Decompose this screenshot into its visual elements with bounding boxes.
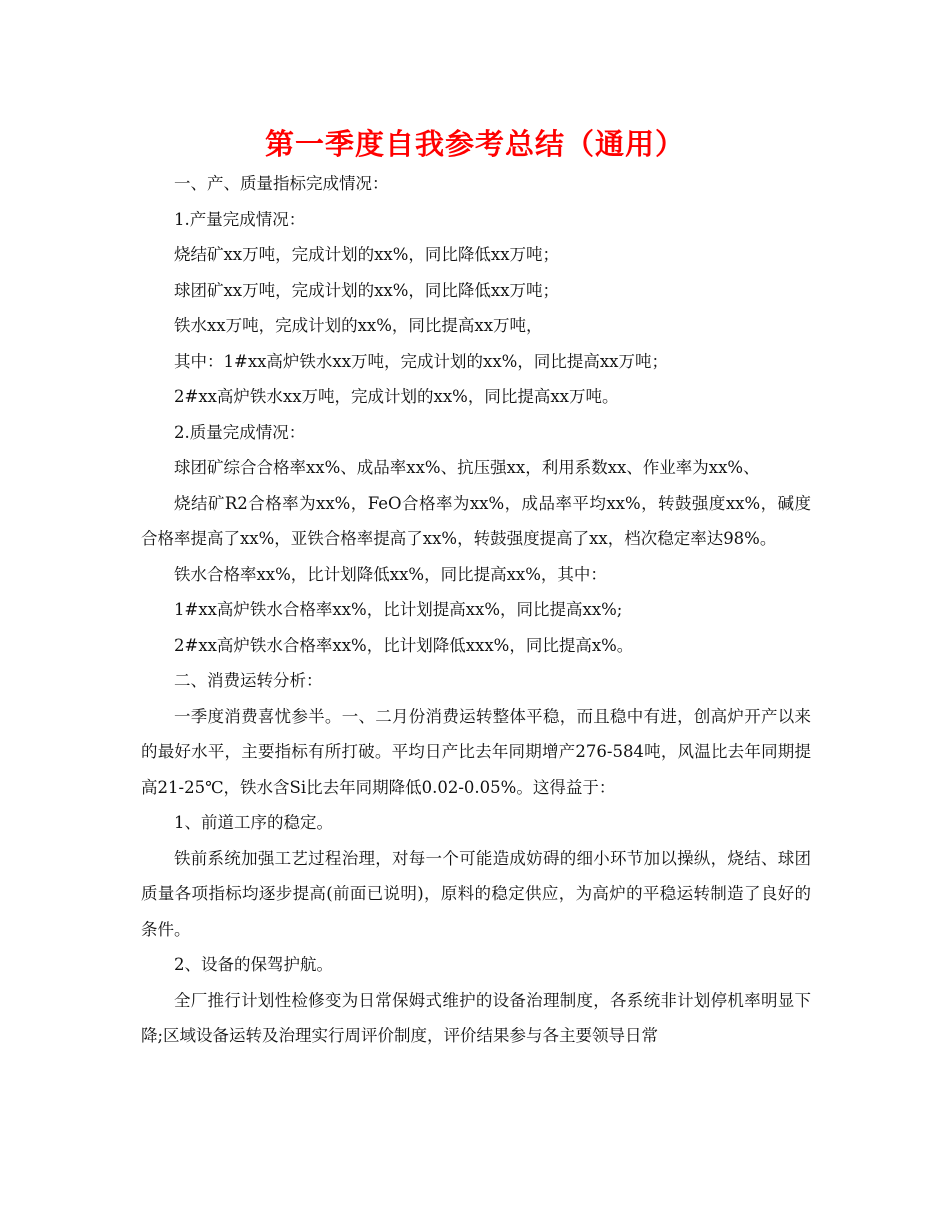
paragraph-upstream-heading: 1、前道工序的稳定。 bbox=[174, 813, 333, 832]
paragraph-production-analysis: 一季度消费喜忧参半。一、二月份消费运转整体平稳，而且稳中有进，创高炉开产以来的最好水平，主要指标有所打破。平均日产比去年同期增产276-584吨，风温比去年同期提高21-25℃，铁水含Si比去年同期降低0.02-0.05%。这得益于： bbox=[141, 706, 811, 797]
paragraph-furnace-1-quality: 1#xx高炉铁水合格率xx%，比计划提高xx%，同比提高xx%; bbox=[174, 600, 623, 619]
document-body bbox=[141, 166, 811, 1054]
paragraph-equipment-heading: 2、设备的保驾护航。 bbox=[174, 955, 333, 974]
paragraph-pellet-output: 球团矿xx万吨，完成计划的xx%，同比降低xx万吨； bbox=[174, 280, 560, 300]
paragraph-section-2-heading: 二、消费运转分析： bbox=[174, 671, 323, 690]
paragraph-furnace-2-output: 2#xx高炉铁水xx万吨，完成计划的xx%，同比提高xx万吨。 bbox=[174, 387, 619, 406]
paragraph-quality-heading: 2.质量完成情况： bbox=[174, 422, 306, 442]
paragraph-hot-metal-output: 铁水xx万吨，完成计划的xx%，同比提高xx万吨， bbox=[174, 316, 543, 335]
paragraph-output-heading: 1.产量完成情况： bbox=[174, 209, 306, 229]
document-title: 第一季度自我参考总结（通用） bbox=[264, 127, 685, 161]
paragraph-upstream-detail: 铁前系统加强工艺过程治理，对每一个可能造成妨碍的细小环节加以操纵，烧结、球团质量各项指标均逐步提高(前面已说明)，原料的稳定供应，为高炉的平稳运转制造了良好的条件。 bbox=[141, 848, 811, 939]
paragraph-pellet-quality: 球团矿综合合格率xx%、成品率xx%、抗压强xx，利用系数xx、作业率为xx%、 bbox=[174, 458, 760, 477]
paragraph-furnace-1-output: 其中：1#xx高炉铁水xx万吨，完成计划的xx%，同比提高xx万吨； bbox=[174, 351, 668, 371]
paragraph-section-1-heading: 一、产、质量指标完成情况： bbox=[174, 174, 389, 193]
paragraph-sinter-quality: 烧结矿R2合格率为xx%，FeO合格率为xx%，成品率平均xx%，转鼓强度xx%，碱度合格率提高了xx%，亚铁合格率提高了xx%，转鼓强度提高了xx，档次稳定率达98%。 bbox=[141, 493, 811, 548]
paragraph-sinter-output: 烧结矿xx万吨，完成计划的xx%，同比降低xx万吨； bbox=[174, 245, 560, 264]
paragraph-hot-metal-quality: 铁水合格率xx%，比计划降低xx%，同比提高xx%，其中： bbox=[174, 564, 607, 584]
paragraph-equipment-detail: 全厂推行计划性检修变为日常保姆式维护的设备治理制度，各系统非计划停机率明显下降;区域设备运转及治理实行周评价制度，评价结果参与各主要领导日常 bbox=[141, 990, 811, 1045]
paragraph-furnace-2-quality: 2#xx高炉铁水合格率xx%，比计划降低xxx%，同比提高x%。 bbox=[174, 635, 634, 655]
